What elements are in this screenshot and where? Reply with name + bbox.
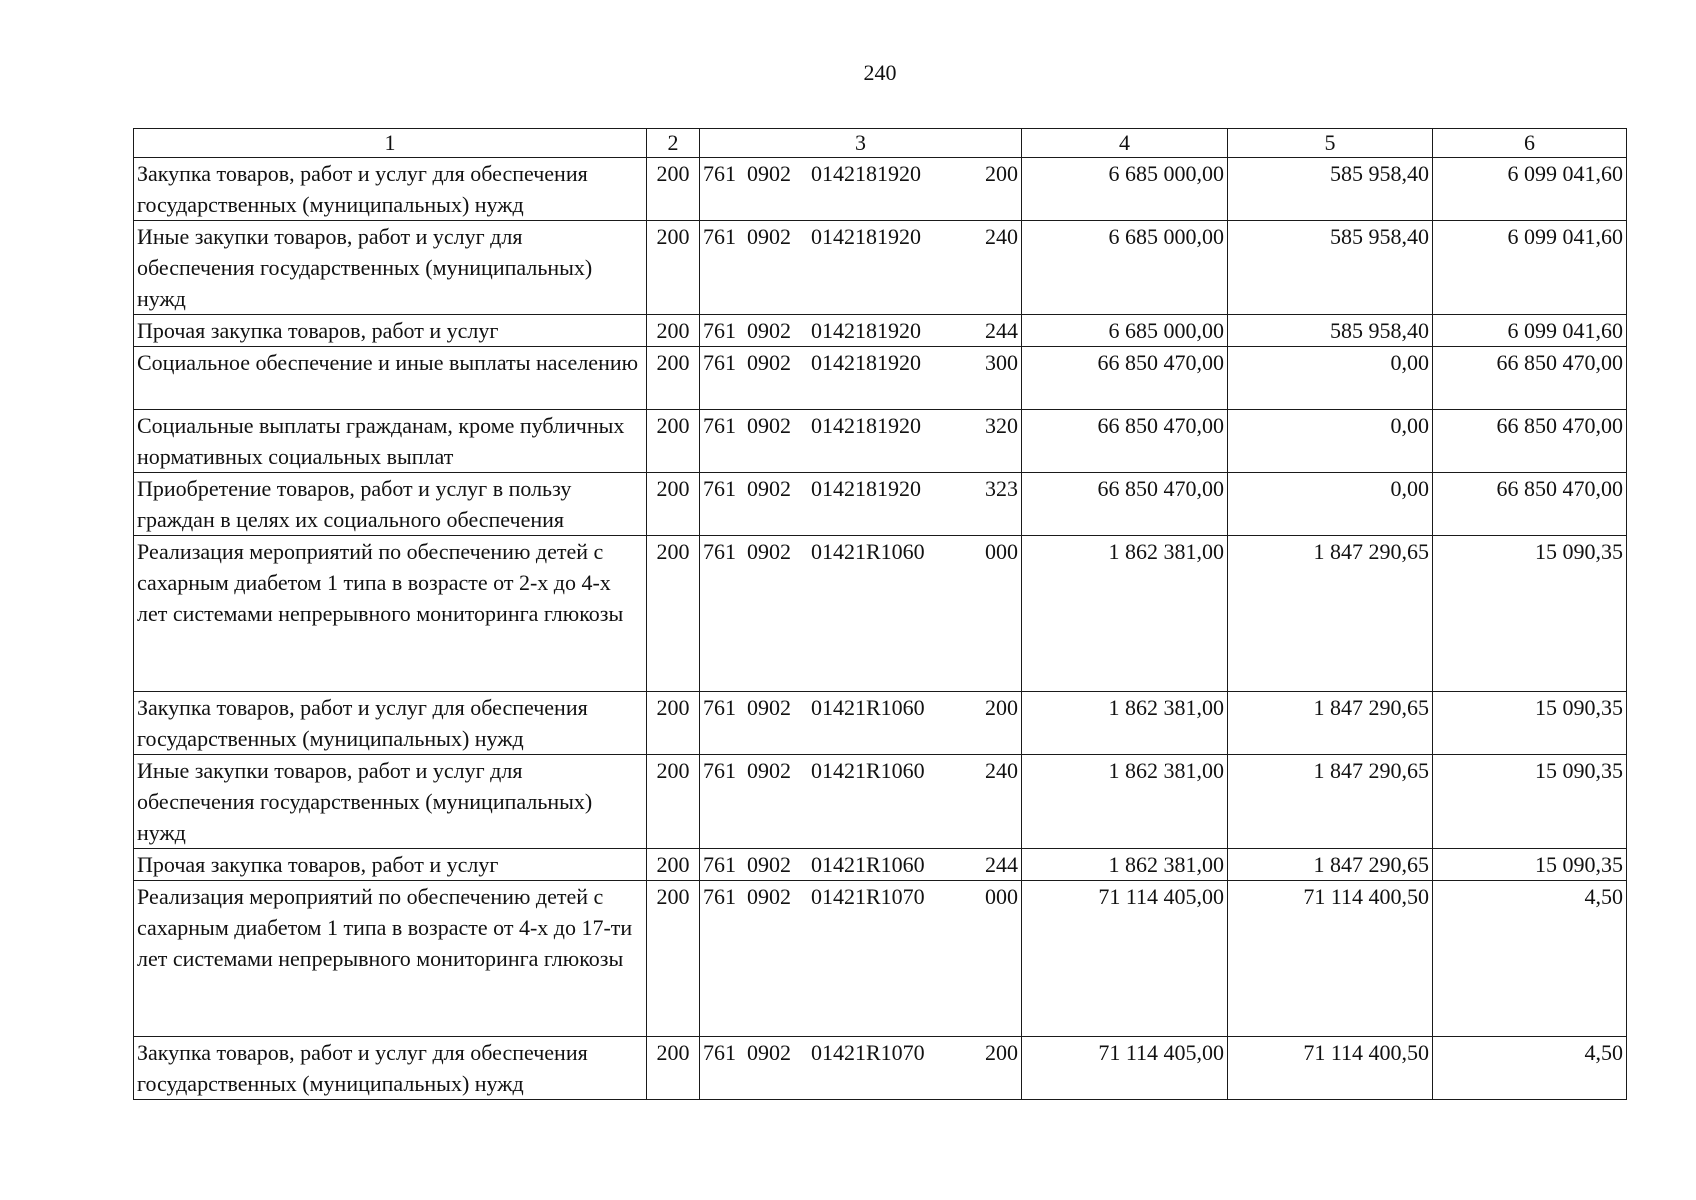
row-approved-amount: 6 685 000,00 [1022,158,1228,221]
row-department-code: 761 [703,350,736,375]
row-department-code: 761 [703,161,736,186]
row-unexecuted-amount: 15 090,35 [1433,692,1627,755]
budget-execution-table [133,128,1627,1100]
row-executed-amount: 71 114 400,50 [1228,1037,1433,1100]
row-section-code: 200 [647,692,700,755]
row-unexecuted-amount: 4,50 [1433,881,1627,1037]
row-expense-type-code: 300 [985,350,1018,375]
row-section-code: 200 [647,158,700,221]
table-row [134,221,1627,315]
row-department-code: 761 [703,758,736,783]
row-unexecuted-amount: 6 099 041,60 [1433,158,1627,221]
row-approved-amount: 1 862 381,00 [1022,755,1228,849]
row-approved-amount: 66 850 470,00 [1022,410,1228,473]
header-col-2: 2 [647,129,700,158]
row-subsection-code: 0902 [747,476,791,501]
row-section-code: 200 [647,881,700,1037]
row-target-article-code: 01421R1060 [811,852,925,877]
row-executed-amount: 1 847 290,65 [1228,849,1433,881]
row-description: Реализация мероприятий по обеспечению детей с сахарным диабетом 1 типа в возрасте от 4-х до 17-ти лет системами непрерывного мониторинга глюкозы [134,881,647,1037]
row-budget-classification [700,410,1022,473]
row-approved-amount: 1 862 381,00 [1022,692,1228,755]
header-col-4: 4 [1022,129,1228,158]
row-description: Приобретение товаров, работ и услуг в пользу граждан в целях их социального обеспечения [134,473,647,536]
row-department-code: 761 [703,695,736,720]
row-description: Прочая закупка товаров, работ и услуг [134,315,647,347]
row-approved-amount: 71 114 405,00 [1022,881,1228,1037]
row-target-article-code: 0142181920 [811,161,921,186]
row-subsection-code: 0902 [747,318,791,343]
header-col-1: 1 [134,129,647,158]
table-row [134,536,1627,692]
table-row [134,849,1627,881]
row-expense-type-code: 244 [985,318,1018,343]
row-executed-amount: 0,00 [1228,473,1433,536]
table-row [134,473,1627,536]
row-section-code: 200 [647,315,700,347]
row-section-code: 200 [647,755,700,849]
row-approved-amount: 71 114 405,00 [1022,1037,1228,1100]
row-executed-amount: 585 958,40 [1228,221,1433,315]
row-target-article-code: 01421R1060 [811,695,925,720]
row-section-code: 200 [647,849,700,881]
row-department-code: 761 [703,224,736,249]
row-budget-classification [700,221,1022,315]
table-body [134,158,1627,1100]
row-budget-classification [700,158,1022,221]
row-expense-type-code: 244 [985,852,1018,877]
row-department-code: 761 [703,318,736,343]
row-description: Социальные выплаты гражданам, кроме публичных нормативных социальных выплат [134,410,647,473]
row-budget-classification [700,536,1022,692]
row-unexecuted-amount: 66 850 470,00 [1433,410,1627,473]
row-section-code: 200 [647,536,700,692]
table-row [134,755,1627,849]
row-description: Реализация мероприятий по обеспечению детей с сахарным диабетом 1 типа в возрасте от 2-х до 4-х лет системами непрерывного мониторинга глюкозы [134,536,647,692]
row-target-article-code: 01421R1070 [811,884,925,909]
table-row [134,692,1627,755]
row-target-article-code: 0142181920 [811,318,921,343]
row-approved-amount: 66 850 470,00 [1022,473,1228,536]
row-subsection-code: 0902 [747,852,791,877]
row-section-code: 200 [647,473,700,536]
row-subsection-code: 0902 [747,1040,791,1065]
row-department-code: 761 [703,1040,736,1065]
row-unexecuted-amount: 66 850 470,00 [1433,347,1627,410]
row-executed-amount: 1 847 290,65 [1228,536,1433,692]
table-row [134,881,1627,1037]
row-subsection-code: 0902 [747,413,791,438]
row-executed-amount: 1 847 290,65 [1228,692,1433,755]
row-unexecuted-amount: 15 090,35 [1433,755,1627,849]
row-target-article-code: 0142181920 [811,476,921,501]
row-department-code: 761 [703,539,736,564]
row-subsection-code: 0902 [747,224,791,249]
row-expense-type-code: 320 [985,413,1018,438]
row-approved-amount: 6 685 000,00 [1022,221,1228,315]
table-row [134,347,1627,410]
row-executed-amount: 585 958,40 [1228,315,1433,347]
table-header-row [134,129,1627,158]
row-description: Прочая закупка товаров, работ и услуг [134,849,647,881]
table-row [134,1037,1627,1100]
row-subsection-code: 0902 [747,161,791,186]
row-subsection-code: 0902 [747,539,791,564]
row-approved-amount: 1 862 381,00 [1022,849,1228,881]
row-subsection-code: 0902 [747,695,791,720]
row-budget-classification [700,755,1022,849]
row-executed-amount: 0,00 [1228,347,1433,410]
page-number: 240 [863,60,897,85]
row-budget-classification [700,692,1022,755]
row-section-code: 200 [647,221,700,315]
row-expense-type-code: 000 [985,884,1018,909]
row-department-code: 761 [703,413,736,438]
row-executed-amount: 585 958,40 [1228,158,1433,221]
row-target-article-code: 01421R1060 [811,758,925,783]
row-expense-type-code: 000 [985,539,1018,564]
row-section-code: 200 [647,410,700,473]
row-department-code: 761 [703,476,736,501]
row-executed-amount: 0,00 [1228,410,1433,473]
table-row [134,158,1627,221]
row-expense-type-code: 323 [985,476,1018,501]
row-budget-classification [700,881,1022,1037]
row-section-code: 200 [647,1037,700,1100]
row-unexecuted-amount: 4,50 [1433,1037,1627,1100]
row-budget-classification [700,849,1022,881]
row-description: Закупка товаров, работ и услуг для обеспечения государственных (муниципальных) нужд [134,158,647,221]
row-description: Социальное обеспечение и иные выплаты населению [134,347,647,410]
row-expense-type-code: 200 [985,161,1018,186]
row-expense-type-code: 200 [985,695,1018,720]
row-budget-classification [700,1037,1022,1100]
header-col-5: 5 [1228,129,1433,158]
row-section-code: 200 [647,347,700,410]
row-executed-amount: 71 114 400,50 [1228,881,1433,1037]
row-description: Иные закупки товаров, работ и услуг для обеспечения государственных (муниципальных) нужд [134,755,647,849]
row-unexecuted-amount: 6 099 041,60 [1433,221,1627,315]
row-unexecuted-amount: 15 090,35 [1433,536,1627,692]
row-budget-classification [700,347,1022,410]
row-subsection-code: 0902 [747,758,791,783]
row-description: Закупка товаров, работ и услуг для обеспечения государственных (муниципальных) нужд [134,1037,647,1100]
row-expense-type-code: 200 [985,1040,1018,1065]
row-subsection-code: 0902 [747,350,791,375]
row-target-article-code: 01421R1070 [811,1040,925,1065]
row-department-code: 761 [703,852,736,877]
row-expense-type-code: 240 [985,758,1018,783]
row-expense-type-code: 240 [985,224,1018,249]
row-executed-amount: 1 847 290,65 [1228,755,1433,849]
row-target-article-code: 0142181920 [811,413,921,438]
row-target-article-code: 0142181920 [811,224,921,249]
row-unexecuted-amount: 6 099 041,60 [1433,315,1627,347]
row-subsection-code: 0902 [747,884,791,909]
row-department-code: 761 [703,884,736,909]
row-description: Закупка товаров, работ и услуг для обеспечения государственных (муниципальных) нужд [134,692,647,755]
row-budget-classification [700,473,1022,536]
row-approved-amount: 1 862 381,00 [1022,536,1228,692]
row-target-article-code: 01421R1060 [811,539,925,564]
table-row [134,410,1627,473]
row-target-article-code: 0142181920 [811,350,921,375]
row-unexecuted-amount: 66 850 470,00 [1433,473,1627,536]
row-budget-classification [700,315,1022,347]
row-approved-amount: 6 685 000,00 [1022,315,1228,347]
row-unexecuted-amount: 15 090,35 [1433,849,1627,881]
table-row [134,315,1627,347]
header-col-3: 3 [700,129,1022,158]
row-approved-amount: 66 850 470,00 [1022,347,1228,410]
header-col-6: 6 [1433,129,1627,158]
row-description: Иные закупки товаров, работ и услуг для обеспечения государственных (муниципальных) нужд [134,221,647,315]
